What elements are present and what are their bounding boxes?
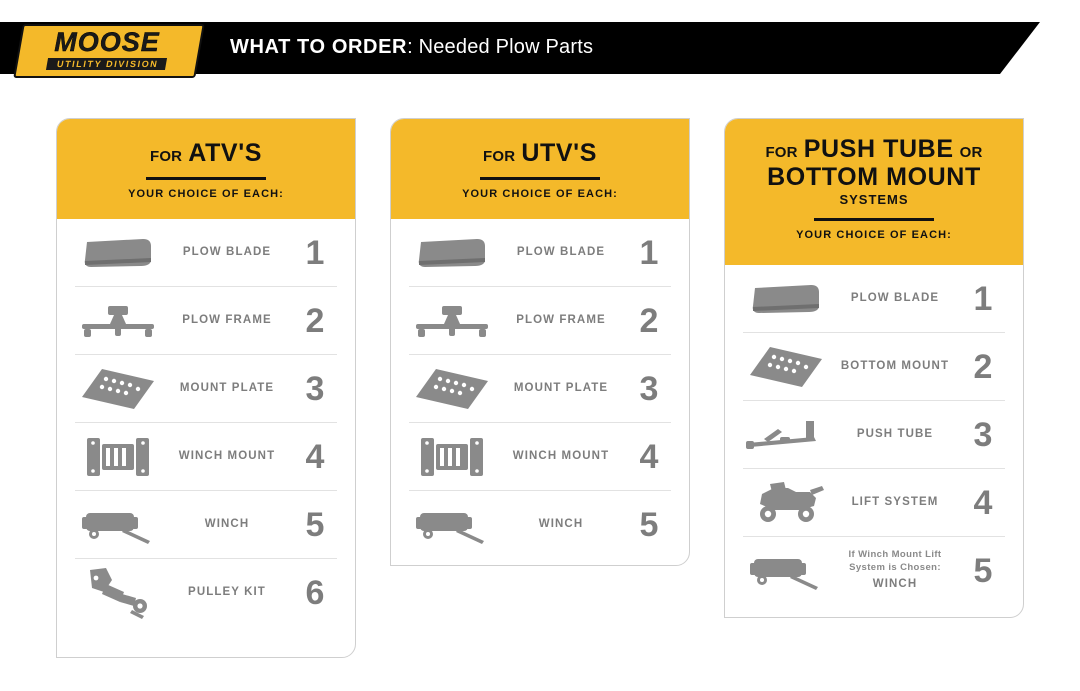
card-atv-rows	[57, 219, 355, 626]
list-item-label: WINCH	[204, 518, 250, 531]
list-item	[75, 287, 337, 355]
list-item-label: WINCH MOUNT	[178, 450, 276, 463]
card-push-tube-title	[725, 135, 1023, 208]
list-item	[75, 491, 337, 559]
list-item-label: MOUNT PLATE	[513, 382, 609, 395]
page-header	[0, 0, 1080, 94]
list-item-label: PLOW FRAME	[182, 314, 272, 327]
list-item-label: PLOW FRAME	[516, 314, 606, 327]
list-item	[75, 355, 337, 423]
list-item-label: PUSH TUBE	[856, 428, 934, 441]
card-utv-divider	[480, 177, 600, 180]
list-item	[75, 423, 337, 491]
list-item-number: 5	[973, 551, 993, 590]
list-item-number: 3	[305, 369, 325, 408]
card-push-tube-header	[725, 119, 1023, 265]
list-item-note: If Winch Mount Lift System is Chosen:	[848, 549, 942, 573]
list-item-label: PLOW BLADE	[182, 246, 272, 259]
list-item-label-text: WINCH	[872, 577, 918, 590]
mount-plate-icon	[75, 367, 161, 411]
card-utv-title-prefix: FOR	[483, 148, 516, 165]
page-title	[230, 36, 593, 59]
card-push-tube-rows	[725, 265, 1023, 604]
list-item	[409, 219, 671, 287]
plow-frame-icon	[75, 302, 161, 340]
list-item-number: 4	[305, 437, 325, 476]
list-item	[409, 287, 671, 355]
card-atv-header	[57, 119, 355, 219]
plow-blade-icon	[75, 236, 161, 270]
card-push-tube-title-main: PUSH TUBE	[803, 135, 954, 163]
list-item-label	[829, 549, 961, 592]
card-utv-header	[391, 119, 689, 219]
list-item-number: 1	[973, 279, 993, 318]
list-item-label: PULLEY KIT	[188, 586, 266, 599]
card-utv-subtitle: YOUR CHOICE OF EACH:	[462, 188, 618, 200]
winch-icon	[409, 505, 495, 545]
card-utv-title	[391, 139, 689, 167]
plow-blade-icon	[409, 236, 495, 270]
mount-plate-icon	[409, 367, 495, 411]
list-item	[743, 333, 1005, 401]
list-item-label: PLOW BLADE	[850, 292, 940, 305]
card-atv-subtitle: YOUR CHOICE OF EACH:	[128, 188, 284, 200]
logo-tagline: UTILITY DIVISION	[46, 58, 168, 70]
winch-icon	[743, 551, 829, 591]
plow-blade-icon	[743, 282, 829, 316]
list-item-label: WINCH	[538, 518, 584, 531]
card-utv-rows	[391, 219, 689, 558]
list-item-number: 1	[305, 233, 325, 272]
list-item	[75, 559, 337, 626]
card-push-tube-title-line3: SYSTEMS	[839, 192, 909, 207]
list-item-number: 6	[305, 573, 325, 612]
pulley-kit-icon	[75, 566, 161, 620]
list-item-label: PLOW BLADE	[516, 246, 606, 259]
card-push-tube-subtitle: YOUR CHOICE OF EACH:	[796, 228, 952, 241]
card-push-tube-divider	[814, 218, 934, 221]
card-atv-title-main: ATV'S	[188, 139, 263, 167]
list-item-number: 4	[973, 483, 993, 522]
list-item-label: WINCH MOUNT	[512, 450, 610, 463]
card-push-tube-title-or: OR	[959, 144, 983, 161]
card-push-tube	[724, 118, 1024, 618]
card-utv-title-main: UTV'S	[521, 139, 597, 167]
card-atv-title-prefix: FOR	[149, 148, 183, 165]
list-item-number: 3	[973, 415, 993, 454]
card-push-tube-title-line2: BOTTOM MOUNT	[767, 163, 981, 191]
card-atv	[56, 118, 356, 658]
page-title-bold: WHAT TO ORDER	[230, 36, 408, 58]
winch-mount-icon	[409, 434, 495, 480]
card-atv-divider	[146, 177, 266, 180]
plow-frame-icon	[409, 302, 495, 340]
card-atv-title	[57, 139, 355, 167]
card-utv	[390, 118, 690, 566]
list-item-number: 2	[639, 301, 659, 340]
list-item	[743, 401, 1005, 469]
lift-system-icon	[743, 480, 829, 526]
push-tube-icon	[743, 417, 829, 453]
list-item-label: MOUNT PLATE	[179, 382, 275, 395]
list-item	[409, 355, 671, 423]
list-item	[409, 491, 671, 558]
winch-icon	[75, 505, 161, 545]
moose-utility-division-logo	[18, 24, 198, 76]
list-item-number: 5	[305, 505, 325, 544]
list-item	[409, 423, 671, 491]
list-item-number: 5	[639, 505, 659, 544]
logo-wordmark: MOOSE	[54, 26, 160, 57]
winch-mount-icon	[75, 434, 161, 480]
list-item	[743, 537, 1005, 604]
list-item-number: 2	[973, 347, 993, 386]
list-item	[743, 469, 1005, 537]
page-title-rest: : Needed Plow Parts	[407, 36, 594, 58]
list-item-label: BOTTOM MOUNT	[840, 360, 950, 373]
list-item-number: 2	[305, 301, 325, 340]
list-item	[743, 265, 1005, 333]
list-item-label: LIFT SYSTEM	[851, 496, 939, 509]
card-push-tube-title-prefix: FOR	[765, 144, 798, 161]
list-item-number: 3	[639, 369, 659, 408]
list-item	[75, 219, 337, 287]
list-item-number: 1	[639, 233, 659, 272]
mount-plate-icon	[743, 345, 829, 389]
list-item-number: 4	[639, 437, 659, 476]
